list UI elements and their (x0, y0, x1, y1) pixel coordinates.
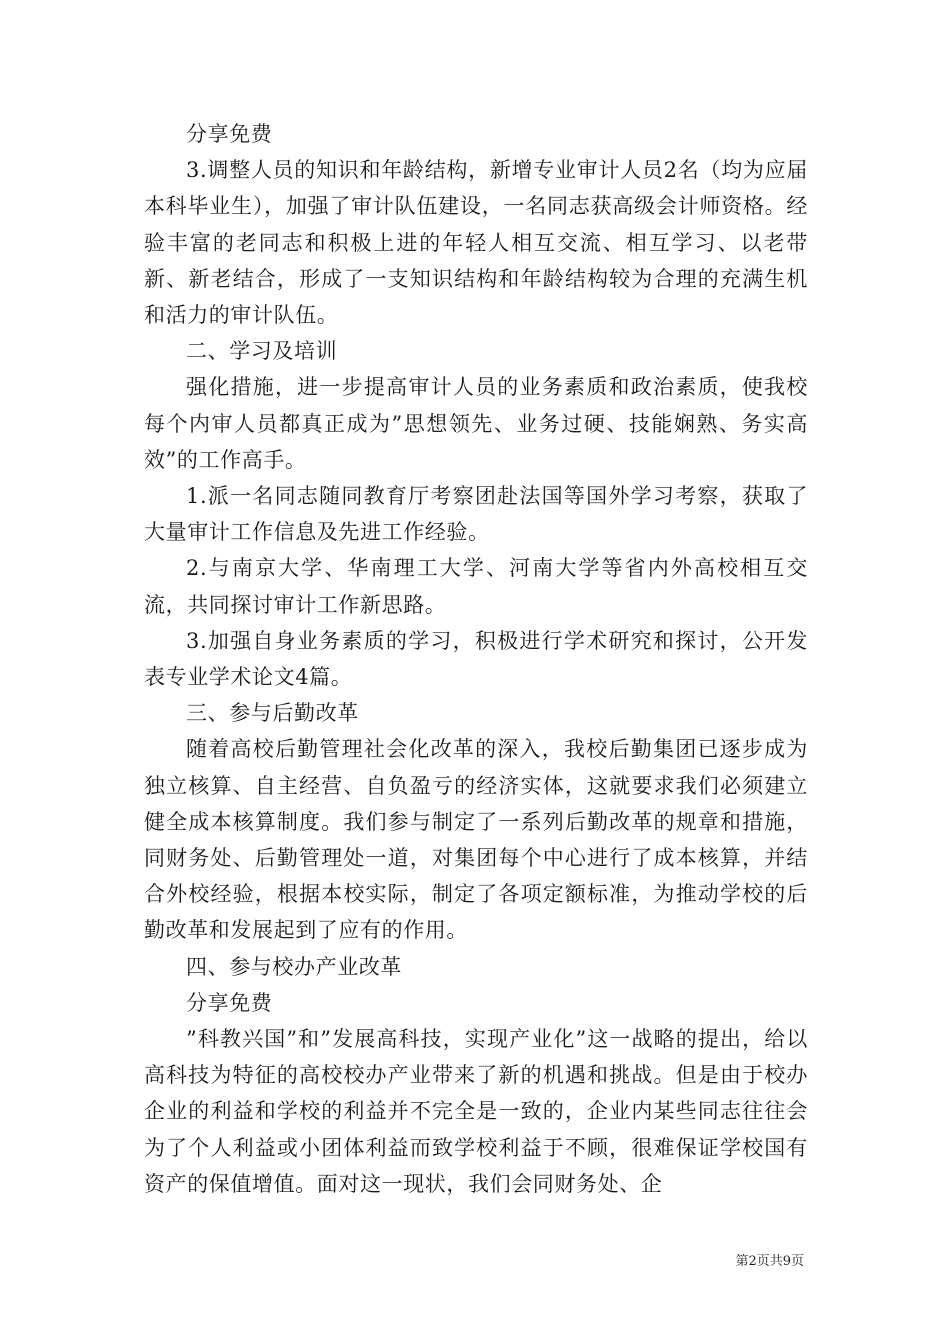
paragraph-share-free-2: 分享免费 (186, 990, 273, 1015)
paragraph-exchange-universities: 2.与南京大学、华南理工大学、河南大学等省内外高校相互交流，共同探讨审计工作新思路。 (144, 556, 808, 617)
page-number: 第2页共9页 (735, 1254, 804, 1269)
paragraph-share-free-1: 分享免费 (186, 122, 273, 146)
section-heading-logistics-reform: 三、参与后勤改革 (186, 701, 359, 726)
paragraph-academic-papers: 3.加强自身业务素质的学习，积极进行学术研究和探讨，公开发表专业学术论文4篇。 (144, 628, 808, 690)
section-heading-industry-reform: 四、参与校办产业改革 (186, 954, 402, 979)
document-body (144, 116, 808, 1202)
section-heading-study-training: 二、学习及培训 (186, 339, 338, 364)
paragraph-staff-structure: 3.调整人员的知识和年龄结构，新增专业审计人员2名（均为应届本科毕业生），加强了审计队伍建设，一名同志获高级会计师资格。经验丰富的老同志和积极上进的年轻人相互交流、相互学习、以老带新、新老结合，形成了一支知识结构和年龄结构较为合理的充满生机和活力的审计队伍。 (144, 158, 808, 328)
paragraph-industry-strategy: ”科教兴国”和”发展高科技，实现产业化”这一战略的提出，给以高科技为特征的高校校办产业带来了新的机遇和挑战。但是由于校办企业的利益和学校的利益并不完全是一致的，企业内某些同志往往会为了个人利益或小团体利益而致学校利益于不顾，很难保证学校国有资产的保值增值。面对这一现状，我们会同财务处、企 (144, 1027, 808, 1196)
paragraph-strengthen-measures: 强化措施，进一步提高审计人员的业务素质和政治素质，使我校每个内审人员都真正成为”思想领先、业务过硬、技能娴熟、务实高效”的工作高手。 (144, 375, 808, 472)
paragraph-study-abroad: 1.派一名同志随同教育厅考察团赴法国等国外学习考察，获取了大量审计工作信息及先进工作经验。 (144, 484, 808, 545)
paragraph-logistics-reform: 随着高校后勤管理社会化改革的深入，我校后勤集团已逐步成为独立核算、自主经营、自负盈亏的经济实体，这就要求我们必须建立健全成本核算制度。我们参与制定了一系列后勤改革的规章和措施，同财务处、后勤管理处一道，对集团每个中心进行了成本核算，并结合外校经验，根据本校实际，制定了各项定额标准，为推动学校的后勤改革和发展起到了应有的作用。 (144, 737, 808, 943)
